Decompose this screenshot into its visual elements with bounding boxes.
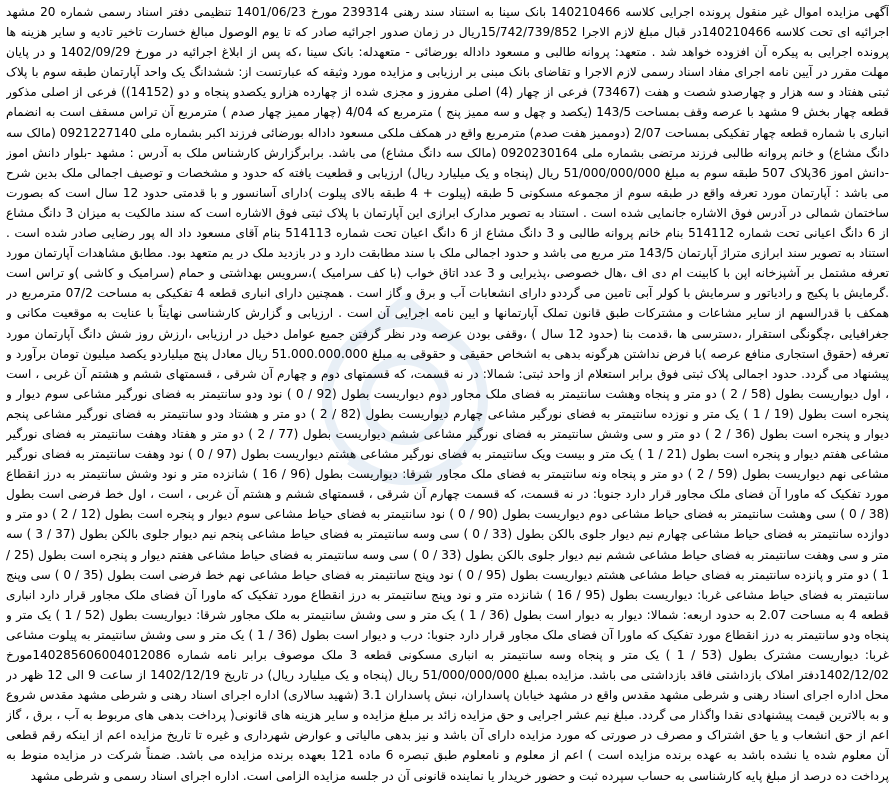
notice-body-text: آگهی مزایده اموال غیر منقول پرونده اجرایی کلاسه 140210466 بانک سینا به استناد سند رهنی 239314 مورخ 1401/06/23 تنظیمی دفتر اسناد رسمی شماره 20 مشهد اجرائیه ای تحت کلاسه 140210466در قبال مبلغ لازم الاجرا 15/742/739/852ریال در زمان صدور اجرائیه صادر که تا یوم الوصول مبالغ خسارت تاخیر تادیه و سایر هزینه ها پرونده اجرایی به پیکره آن افزوده خواهد شد . متعهد: پروانه طالبی و مسعود داداله بورضائی - متعهدله: بانک سینا ،که پس از ابلاغ اجرائیه در مورخ 1402/09/29 و در پایان مهلت مقرر در آیین نامه اجرای مفاد اسناد رسمی لازم الاجرا و تقاضای بانک مبنی بر ارزیابی و مزایده مورد وثیقه که عبارتست از: ششدانگ یک واحد آپارتمان طبقه سوم با پلاک ثبتی هفتاد و سه هزار و چهارصدو شصت و هفت (73467) فرعی از چهار (4) اصلی مفروز و مجزی شده از چهارده هزارو یکصدو پنجاه و دو (14152)) فرعی از اصلی مذکور قطعه چهار بخش 9 مشهد با عرصه وقف بمساحت 143/5 (یکصد و چهل و سه ممیز پنج ) مترمربع که 4/04 (چهار ممیز چهار صدم ) مترمربع آن تراس مسقف است به انضمام انباری با شماره قطعه چهار تفکیکی بمساحت 2/07 (دوممیز هفت صدم) مترمربع واقع در همکف ملکی مسعود داداله بورضائی فرزند اکبر بشماره ملی 0921227140 (مالک سه دانگ مشاع) و خانم پروانه طالبی فرزند مرتضی بشماره ملی 0920230164 (مالک سه دانگ مشاع) می باشد. برابرگزارش کارشناس ملک به آدرس : مشهد -بلوار دانش اموز -دانش اموز 36پلاک 507 طبقه سوم به مبلغ 51/000/000/000 ریال (پنجاه و یک میلیارد ریال) ارزیابی و قطعیت یافته که حدود و مشخصات و توصیف اجمالی ملک بدین شرح می باشد : آپارتمان مورد تعرفه واقع در طبقه سوم از مجموعه مسکونی 5 طبقه (پیلوت + 4 طبقه بالای پیلوت )دارای آسانسور و با قدمتی حدود 12 سال است که بصورت ساختمان شمالی در آدرس فوق الاشاره جانمایی شده است . استناد به تصویر مدارک ابرازی این آپارتمان با پلاک ثبتی فوق الاشاره است که سند مالکیت به میزان 3 دانگ مشاع از 6 دانگ اعیانی تحت شماره 514112 بنام خانم پروانه طالبی و 3 دانگ مشاع از 6 دانگ اعیان تحت شماره 514113 بنام آقای مسعود داد اله پور رضایی صادر شده است . استناد به تصویر سند ابرازی متراژ آپارتمان 143/5 متر مربع می باشد و حدود اجمالی ملک با سند مطابقت دارد و در بازدید ملک در یم متعهد بود. مطابق مشاهدات آپارتمان مورد تعرفه مشتمل بر آشپزخانه اپن با کابینت ام دی اف ،هال خصوصی ،پذیرایی و 3 عدد اتاق خواب (با کف سرامیک )،سرویس بهداشتی و حمام (سرامیک و کاشی )و تراس است .گرمایش با پکیج و رادیاتور و سرمایش با کولر آبی تامین می گرددو دارای انشعابات آب و برق و گاز است . همچنین دارای انباری قطعه 4 تفکیکی به مساحت 07/2 مترمربع در همکف با قدرالسهم از سایر مشاعات و مشترکات طبق قانون تملک آپارتمانها و ایین نامه اجرایی آن است . ارزیابی و گزارش کارشناسی نهایتاً با عنایت به موقعیت مکانی و جغرافیایی ،چگونگی استقرار ،دسترسی ها ،قدمت بنا (حدود 12 سال ) ،وقفی بودن عرصه ودر نظر گرفتن جمیع عوامل دخیل در ارزیابی ،ارزش روز شش دانگ آپارتمان مورد تعرفه (حقوق استجاری منافع عرصه )با فرض نداشتن هرگونه بدهی به اشخاص حقیقی و حقوقی به مبلغ 51.000.000.000 ریال معادل پنج میلیاردو یکصد میلیون تومان برآورد و پیشنهاد می گردد. حدود اجمالی پلاک ثبتی فوق برابر استعلام از واحد ثبتی: شمالا: در نه قسمت، که قسمتهای دوم و چهارم آن شرقی ، قسمتهای ششم و هشتم آن غربی ، است ، اول دیواریست بطول (58 / 2 ) دو متر و پنجاه وهشت سانتیمتر به فضای ملک مجاور دوم دیواریست بطول (92 / 0 ) نود ودو سانتیمتر به فضای نورگیر مشاعی سوم دیوار و پنجره است بطول (19 / 1 ) یک متر و نوزده سانتیمتر به فضای نورگیر مشاعی چهارم دیواریست بطول (82 / 2 ) دو متر و هشتاد ودو سانتیمتر به فضای نورگیر مشاعی پنجم دیوار و پنجره است بطول (36 / 2 ) دو متر و سی وشش سانتیمتر به فضای نورگیر مشاعی ششم دیواریست بطول (77 / 2 ) دو متر و هفتاد وهفت سانتیمتر به فضای نورگیر مشاعی هفتم دیوار و پنجره است بطول (21 / 1 ) یک متر و بیست ویک سانتیمتر به فضای نورگیر مشاعی هشتم دیواریست بطول (97 / 0 ) نود وهفت سانتیمتر به فضای نورگیر مشاعی نهم دیواریست بطول (59 / 2 ) دو متر و پنجاه ونه سانتیمتر به فضای ملک مجاور شرقا: دیواریست بطول (96 / 16 ) شانزده متر و نود وشش سانتیمتر به درز انقطاع مورد تفکیک که ماورا آن فضای ملک مجاور قرار دارد جنوبا: در نه قسمت، که قسمت چهارم آن شرقی ، قسمتهای ششم و هشتم آن غربی ، است ، اول خط فرضی است بطول (38 / 0 ) سی وهشت سانتیمتر به فضای حیاط مشاعی دوم دیواریست بطول (90 / 0 ) نود سانتیمتر به فضای حیاط مشاعی سوم دیوار و پنجره است بطول (12 / 2 ) دو متر و دوازده سانتیمتر به فضای حیاط مشاعی چهارم نیم دیوار جلوی بالکن بطول (33 / 0 ) سی وسه سانتیمتر به فضای حیاط مشاعی پنجم نیم دیوار جلوی بالکن بطول (37 / 3 ) سه متر و سی وهفت سانتیمتر به فضای حیاط مشاعی ششم نیم دیوار جلوی بالکن بطول (33 / 0 ) سی وسه سانتیمتر به فضای حیاط مشاعی هفتم دیوار و پنجره است بطول (25 / 1 ) دو متر و پانزده سانتیمتر به فضای حیاط مشاعی هشتم دیواریست بطول (95 / 0 ) نود وپنج سانتیمتر به فضای حیاط مشاعی نهم خط فرضی است بطول (35 / 0 ) سی وپنج سانتیمتر به فضای حیاط مشاعی غربا: دیواریست بطول (95 / 16 ) شانزده متر و نود وپنج سانتیمتر به درز انقطاع مورد تفکیک که ماورا آن فضای ملک مجاور قرار دارد انباری قطعه 4 به مساحت 2.07 به حدود اربعه: شمالا: دیوار به دیوار است بطول (36 / 1 ) یک متر و سی وشش سانتیمتر به ملک مجاور شرقا: دیواریست بطول (52 / 1 ) یک متر و پنجاه ودو سانتیمتر به درز انقطاع مورد تفکیک که ماورا آن فضای ملک مجاور قرار دارد جنوبا: درب و دیوار است بطول (36 / 1 ) یک متر و سی وشش سانتیمتر به پیلوت مشاعی غربا: دیواریست مشترک بطول (53 / 1 ) یک متر و پنجاه وسه سانتیمتر به انباری مسکونی قطعه 3 ملک موصوف برابر نامه شماره 140285606004012086مورخ 1402/12/02دفتر املاک بازداشتی فاقد بازداشتی می باشد. مزایده بمبلغ 51/000/000/000 ریال (پنجاه و یک میلیارد ریال) در تاریخ 1402/12/19 از ساعت 9 الی 12 ظهر در محل اداره اجرای اسناد رهنی و شرطی مشهد مقدس واقع در مشهد خیابان پاسداران، نبش پاسداران 3.1 (شهید سالاری) اداره اجرای اسناد رهنی و شرطی مشهد مقدس شروع و به بالاترین قیمت پیشنهادی نقدا واگذار می گردد. مبلغ نیم عشر اجرایی و حق مزایده زائد بر مبلغ مزایده و سایر هزینه های قانونی( پرداخت بدهی های مربوط به آب ، برق ، گاز اعم از حق انشعاب و یا حق اشتراک و مصرف در صورتی که مورد مزایده دارای آن باشد و نیز بدهی مالیاتی و عوارض شهرداری و غیره تا تاریخ مزایده اعم از اینکه رقم قطعی آن معلوم شده یا نشده باشد به عهده برنده مزایده است ) اعم از معلوم و نامعلوم طبق تبصره 6 ماده 121 بعهده برنده مزایده می باشد. ضمناً شرکت در مزایده منوط به پرداخت ده درصد از مبلغ پایه کارشناسی به حساب سپرده ثبت و حضور خریدار یا نماینده قانونی آن در جلسه مزایده الزامی است. اداره اجرای اسناد رسمی و شرطی مشهد <box>6 5 889 783</box>
auction-notice-document <box>6 2 889 789</box>
